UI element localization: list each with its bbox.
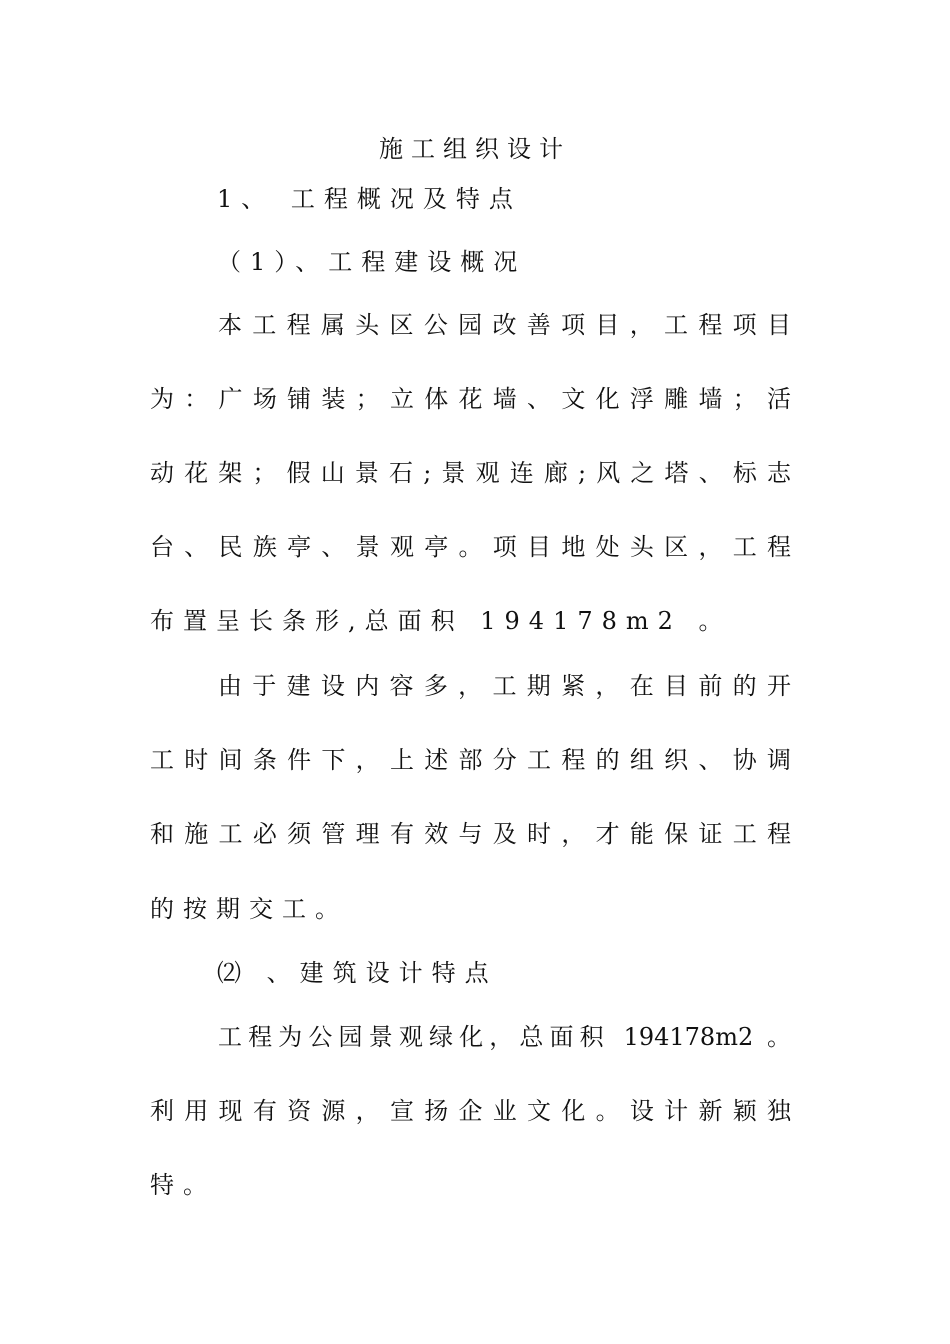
paragraph-line: 动花架；假山景石;景观连廊;风之塔、标志 bbox=[150, 459, 791, 487]
paragraph-line: 工时间条件下，上述部分工程的组织、协调 bbox=[150, 746, 791, 774]
paragraph-line: 的按期交工。 bbox=[150, 895, 348, 923]
paragraph-line: 布置呈长条形,总面积 194178m2 。 bbox=[150, 607, 732, 635]
paragraph-line: 特。 bbox=[150, 1171, 216, 1199]
paragraph-line: 本工程属头区公园改善项目，工程项目 bbox=[218, 311, 791, 339]
subsection-heading-2: ⑵ 、建筑设计特点 bbox=[217, 959, 498, 987]
paragraph-line: 为：广场铺装；立体花墙、文化浮雕墙；活 bbox=[150, 385, 791, 413]
section-heading-1: 1、 工程概况及特点 bbox=[217, 185, 522, 213]
document-title: 施工组织设计 bbox=[379, 135, 571, 163]
paragraph-line: 由于建设内容多，工期紧，在目前的开 bbox=[218, 672, 791, 700]
paragraph-line: 工程为公园景观绿化，总面积 194178m2 。 bbox=[218, 1023, 791, 1051]
paragraph-line: 利用现有资源，宣扬企业文化。设计新颖独 bbox=[150, 1097, 791, 1125]
paragraph-line: 台、民族亭、景观亭。项目地处头区，工程 bbox=[150, 533, 791, 561]
subsection-heading-1: （1）、工程建设概况 bbox=[217, 248, 527, 276]
paragraph-line: 和施工必须管理有效与及时，才能保证工程 bbox=[150, 820, 791, 848]
